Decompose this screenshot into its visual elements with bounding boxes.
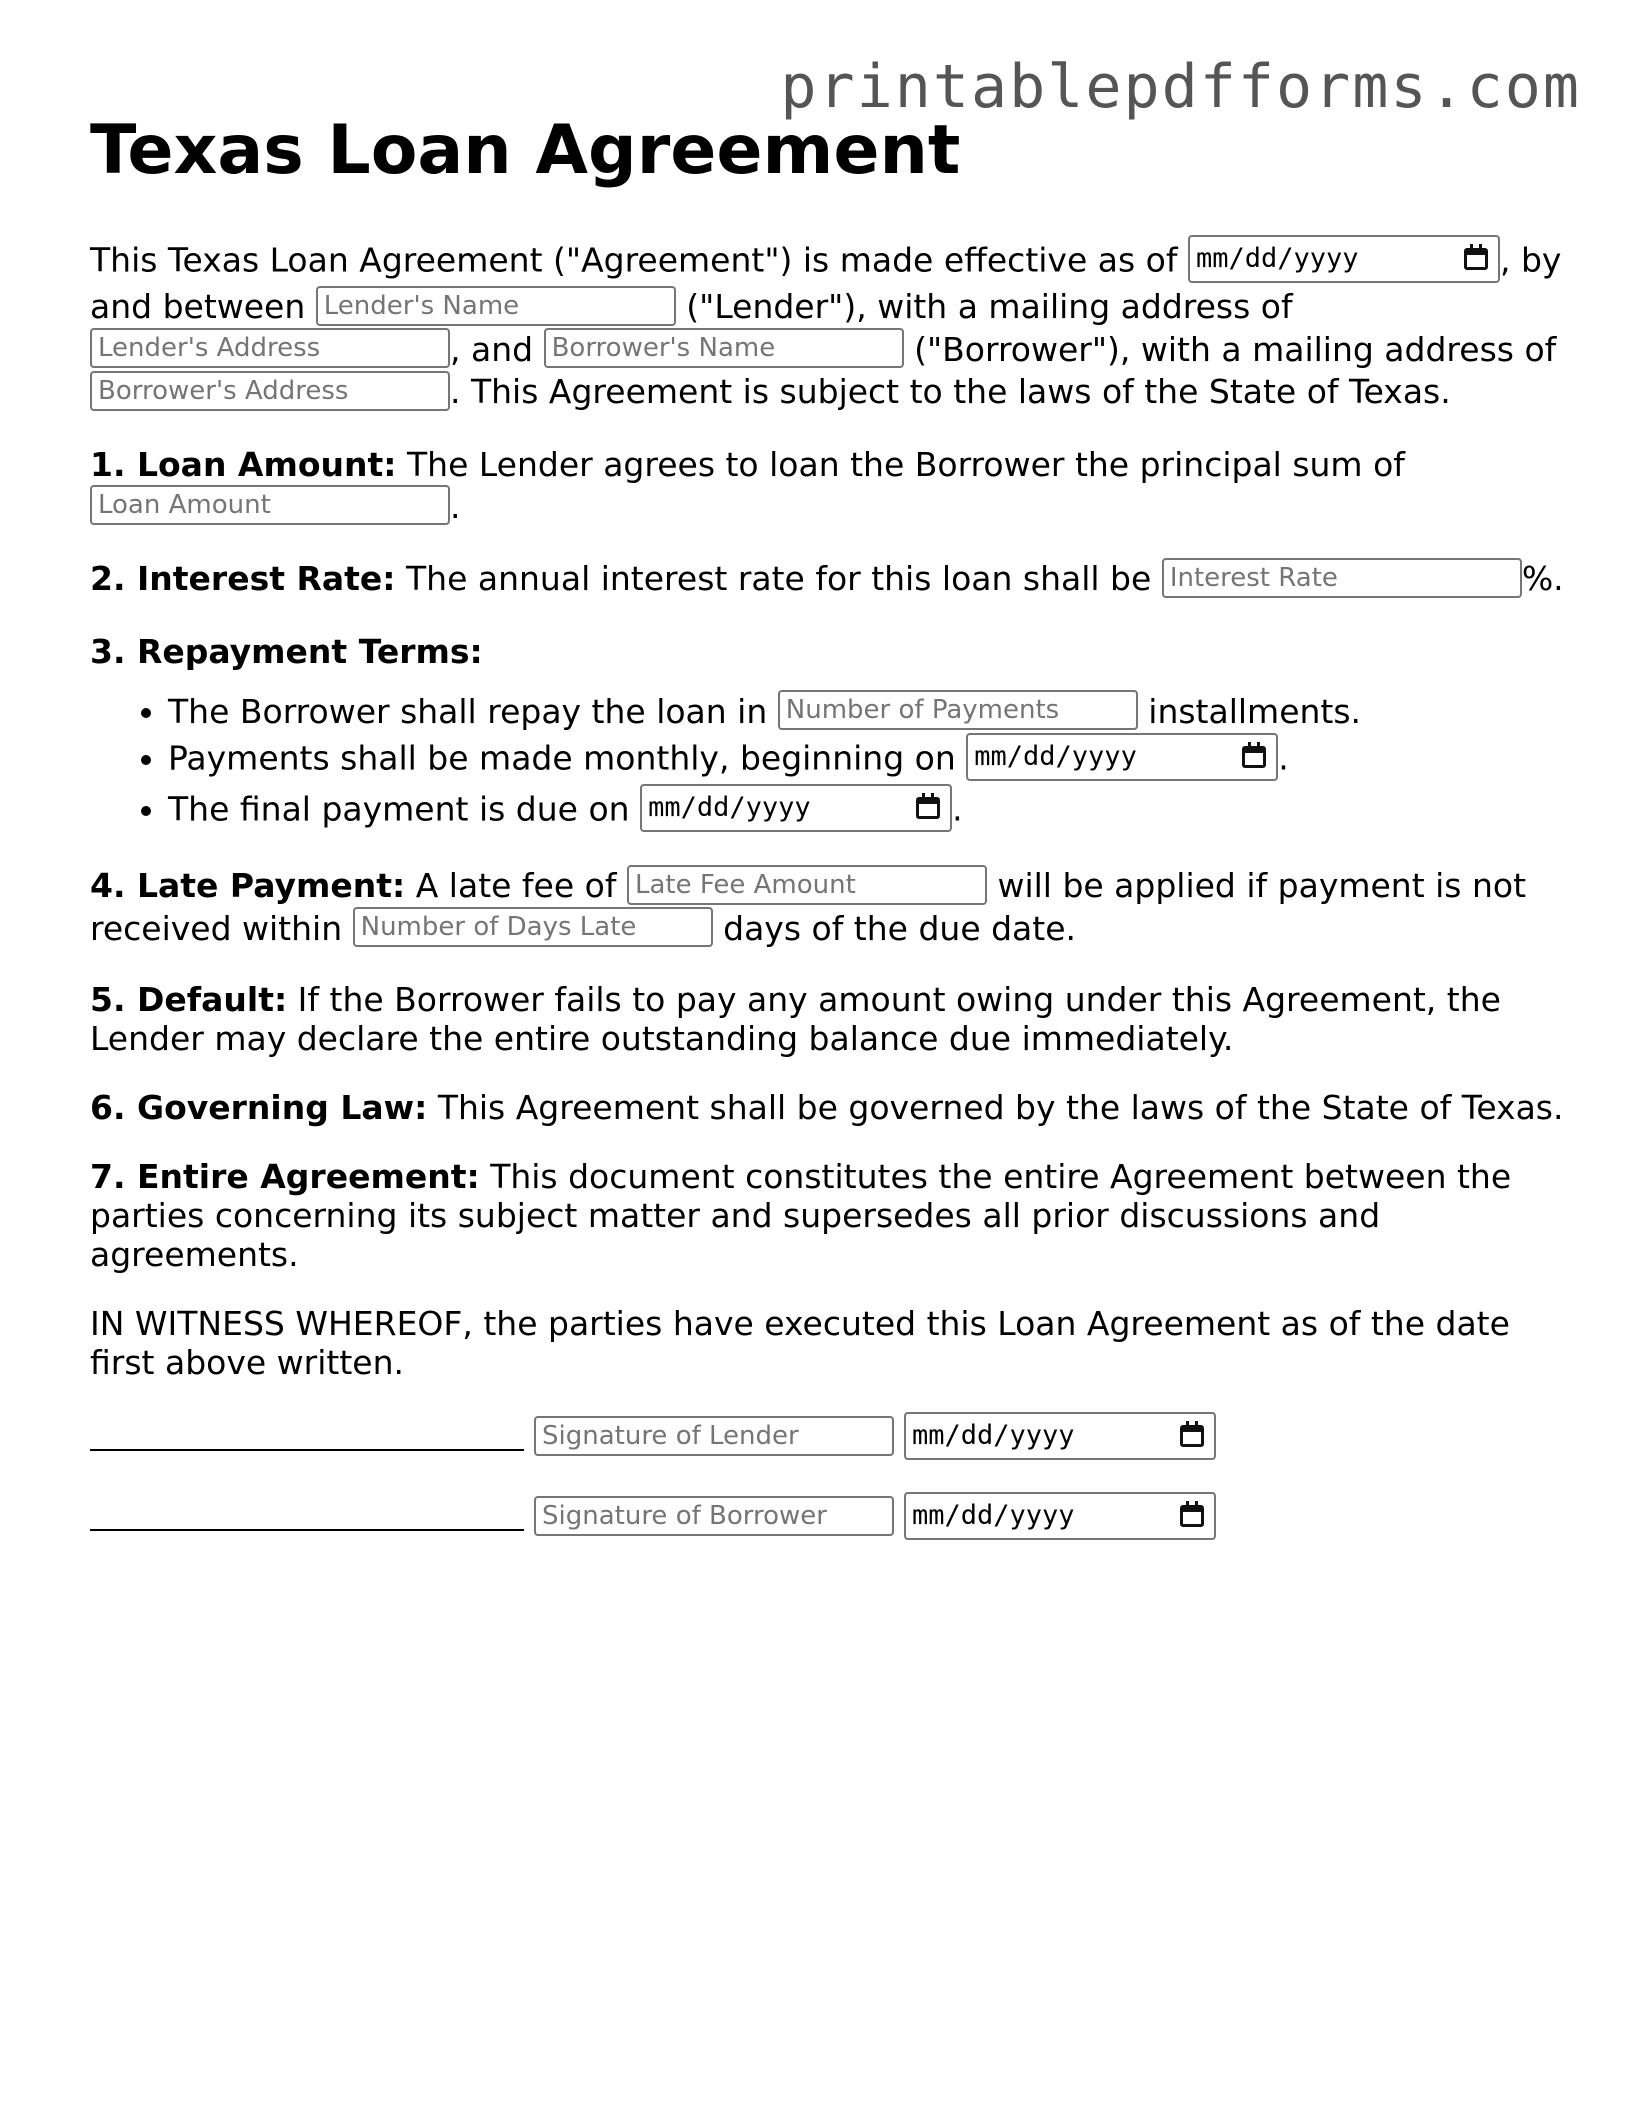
interest-rate-input[interactable]: Interest Rate (1162, 558, 1522, 598)
repayment-list (90, 691, 1570, 836)
document (90, 110, 1570, 1572)
late-payment-text-2: will be applied if payment is not received within (90, 866, 1527, 948)
lender-signature-row (90, 1412, 1570, 1460)
borrower-date-value: mm/dd/yyyy (912, 1500, 1075, 1531)
lender-signature-input[interactable]: Signature of Lender (534, 1416, 894, 1456)
effective-date-value: mm/dd/yyyy (1195, 243, 1359, 274)
repayment-item3-end: . (952, 789, 963, 829)
loan-amount-section (90, 444, 1570, 529)
calendar-icon[interactable] (1464, 248, 1488, 270)
watermark: printablepdfforms.com (780, 52, 1581, 122)
default-section (90, 980, 1570, 1058)
start-date-input[interactable] (966, 733, 1278, 781)
interest-rate-text: The annual interest rate for this loan shall be (406, 559, 1152, 598)
lender-name-input[interactable]: Lender's Name (316, 286, 676, 326)
witness-paragraph: IN WITNESS WHEREOF, the parties have executed this Loan Agreement as of the date first above written. (90, 1304, 1510, 1382)
loan-amount-end: . (450, 486, 461, 526)
signature-line (90, 1529, 524, 1531)
governing-law-text: This Agreement shall be governed by the laws of the State of Texas. (437, 1088, 1564, 1127)
calendar-icon[interactable] (1242, 746, 1266, 768)
entire-agreement-text: This document constitutes the entire Agreement between the parties concerning its subject matter and supersedes all prior discussions and agreements. (90, 1157, 1512, 1274)
lender-date-value: mm/dd/yyyy (912, 1420, 1075, 1451)
intro-text-1: This Texas Loan Agreement ("Agreement") is made effective as of (90, 240, 1178, 280)
list-item (168, 691, 1570, 734)
borrower-date-input[interactable] (904, 1492, 1216, 1540)
calendar-icon[interactable] (1180, 1425, 1204, 1447)
governing-law-section (90, 1088, 1570, 1127)
repayment-item2-text: Payments shall be made monthly, beginning on (168, 738, 956, 778)
entire-agreement-heading: 7. Entire Agreement: (90, 1157, 480, 1196)
days-late-input[interactable]: Number of Days Late (353, 907, 713, 947)
intro-text-3: ("Lender"), with a mailing address of (686, 287, 1293, 326)
late-fee-input[interactable]: Late Fee Amount (627, 865, 987, 905)
borrower-signature-input[interactable]: Signature of Borrower (534, 1496, 894, 1536)
repayment-section (90, 631, 1570, 673)
loan-amount-heading: 1. Loan Amount: (90, 444, 397, 484)
number-of-payments-input[interactable]: Number of Payments (778, 690, 1138, 730)
intro-text-6: . This Agreement is subject to the laws of the State of Texas. (450, 372, 1451, 411)
signature-line (90, 1449, 524, 1451)
repayment-item2-end: . (1278, 738, 1289, 778)
default-text: If the Borrower fails to pay any amount owing under this Agreement, the Lender may declare the entire outstanding balance due immediately. (90, 980, 1501, 1058)
effective-date-input[interactable] (1188, 235, 1500, 283)
governing-law-heading: 6. Governing Law: (90, 1088, 428, 1127)
borrower-address-input[interactable]: Borrower's Address (90, 371, 450, 411)
interest-rate-section (90, 558, 1570, 601)
repayment-item1-end: installments. (1148, 691, 1362, 731)
repayment-item1-text: The Borrower shall repay the loan in (168, 691, 768, 731)
final-payment-date-input[interactable] (640, 784, 952, 832)
list-item (168, 736, 1570, 784)
late-payment-text-1: A late fee of (415, 866, 617, 905)
final-payment-date-value: mm/dd/yyyy (648, 792, 811, 823)
late-payment-heading: 4. Late Payment: (90, 866, 406, 905)
page-title: Texas Loan Agreement (90, 111, 961, 190)
intro-text-5: ("Borrower"), with a mailing address of (914, 329, 1557, 369)
default-heading: 5. Default: (90, 980, 288, 1019)
loan-amount-text: The Lender agrees to loan the Borrower the principal sum of (407, 444, 1405, 484)
late-payment-text-3: days of the due date. (723, 908, 1077, 948)
lender-address-input[interactable]: Lender's Address (90, 328, 450, 368)
calendar-icon[interactable] (1180, 1505, 1204, 1527)
interest-rate-end: %. (1521, 559, 1564, 598)
calendar-icon[interactable] (916, 797, 940, 819)
repayment-item3-text: The final payment is due on (168, 789, 630, 829)
intro-text-2: , by and between (90, 240, 1562, 326)
loan-amount-input[interactable]: Loan Amount (90, 485, 450, 525)
entire-agreement-section (90, 1157, 1570, 1274)
late-payment-section (90, 865, 1570, 950)
intro-paragraph (90, 238, 1570, 414)
lender-date-input[interactable] (904, 1412, 1216, 1460)
list-item (168, 787, 1570, 835)
repayment-heading: 3. Repayment Terms: (90, 631, 483, 671)
intro-text-4: , and (450, 329, 534, 369)
borrower-name-input[interactable]: Borrower's Name (544, 328, 904, 368)
start-date-value: mm/dd/yyyy (974, 741, 1137, 772)
interest-rate-heading: 2. Interest Rate: (90, 559, 396, 598)
borrower-signature-row (90, 1492, 1570, 1540)
